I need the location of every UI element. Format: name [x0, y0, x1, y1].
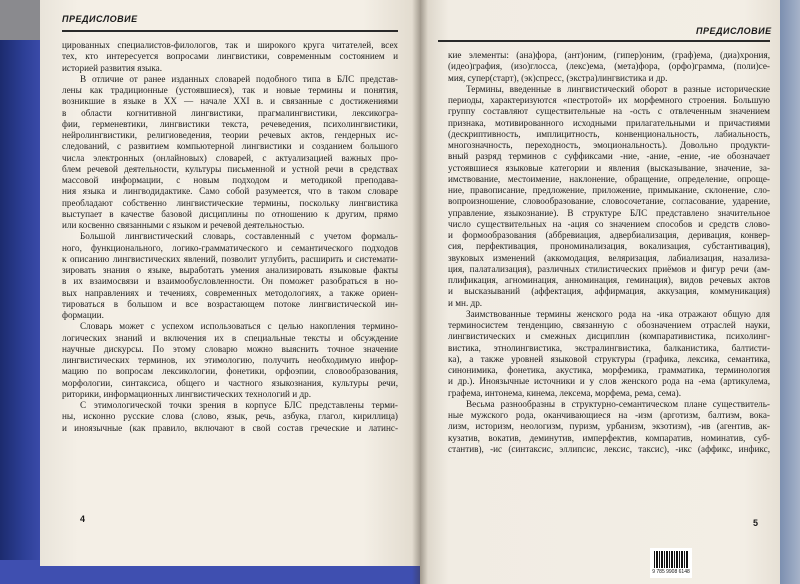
text-line: многозначность, переходность, эмоциональность). Довольно продукти-: [448, 140, 770, 150]
text-line: лингвистических терминов, их этимологию, получить необходимую инфор-: [62, 355, 398, 365]
text-line: зировать знания о языке, выработать умения анализировать языковые факты: [62, 265, 398, 275]
text-line: группу составляют существительные на -ость с отвлеченным значением: [448, 106, 770, 117]
text-line: следований, с развитием компьютерной лингвистики и созданием большого: [62, 141, 398, 152]
text-line: и др.). Иноязычные источники и у слов женского рода на -ема (артикулема,: [448, 376, 770, 387]
text-line: и высказываний (аффектация, аффирмация, аккузация, коммуникация): [448, 286, 770, 297]
text-line: (идео)графия, (изо)глосса, (лекс)ема, (мета)фора, (орфо)грамма, (поли)се-: [448, 61, 770, 72]
right-header-rule: [438, 40, 770, 42]
text-line: возникшие в языке в XX — начале XXI в. и связанные с достижениями: [62, 96, 398, 107]
text-line: сия, перфективация, прономинализация, вокализация, субстантивация),: [448, 241, 770, 252]
left-header-rule: [62, 30, 398, 32]
text-line: кие элементы: (ана)фора, (ант)оним, (гипер)оним, (граф)ема, (диа)хрония,: [448, 50, 770, 60]
text-line: стантив), -ис (синтаксис, эллипсис, лексис, таксис), -икс (аффикс, инфикс,: [448, 443, 770, 454]
text-line: Большой лингвистический словарь, составленный с учетом формаль-: [80, 231, 398, 242]
text-line: нейролингвистики, религиоведения, теории речевых актов, гендерных ис-: [62, 130, 398, 140]
text-line: звуковых изменений (аккомодация, веляризация, лабиализация, назализа-: [448, 252, 770, 263]
text-line: ция, палатализация), различных стилистических приёмов и фигур речи (ам-: [448, 263, 770, 274]
text-line: формации.: [62, 310, 104, 320]
text-line: к описанию лингвистических явлений, позволит углубить, расширить и системати-: [62, 253, 398, 264]
barcode-sticker: [650, 548, 692, 578]
text-line: Заимствованные термины женского рода на -ика отражают общую для: [466, 308, 770, 319]
text-line: научные дискурсы. По этому словарю можно выяснить точное значение: [62, 343, 398, 354]
text-line: имствование, местоимение, наклонение, обращение, определение, опроще-: [448, 173, 770, 184]
text-line: ны, исконно русские слова (слово, язык, речь, азбука, глагол, кириллица): [62, 411, 398, 422]
right-page: [420, 0, 780, 584]
text-line: ные мужского рода, оканчивающиеся на -изм (арготизм, балтизм, вока-: [448, 410, 770, 420]
left-page-text: [62, 40, 398, 434]
text-line: мия, супер(старт), (эк)спресс, (экстра)лингвистика и др.: [448, 72, 668, 83]
text-line: вный разряд терминов с суффиксами -ние, -ание, -ение, -ие обозначает: [448, 151, 770, 162]
barcode-number: 9 785 9908 6148: [652, 569, 690, 575]
book-gutter: [412, 0, 428, 584]
text-line: и формообразования (аббревиация, адвербиализация, деривация, конвер-: [448, 230, 770, 240]
text-line: признака, мотивированного исходными прилагательными и причастиями: [448, 117, 770, 128]
text-line: вистика, этнолингвистика, экстралингвистика, балканистика, балтисти-: [448, 342, 770, 353]
barcode-bars: [654, 551, 688, 568]
text-line: устоявшиеся языковые категории и явления (высказывание, значение, за-: [448, 162, 770, 173]
text-line: морфологии, синтаксиса, общего и частного языкознания, культуры речи,: [62, 377, 398, 388]
text-line: в области когнитивной лингвистики, прагмалингвистики, лексикогра-: [62, 107, 398, 118]
text-line: тех, кто интересуется вопросами лингвистики, современным состоянием и: [62, 51, 398, 62]
left-page-number: 4: [80, 514, 86, 524]
text-line: плификация, агноминация, анноминация, геминация), видов речевых актов: [448, 275, 770, 285]
text-line: массовой информации, с новым подходом и методикой преподава-: [62, 175, 398, 185]
text-line: блем речевой деятельности, культуры письменной и устной речи в средствах: [62, 163, 398, 174]
text-line: или косвенно связанными с языком и речевой деятельностью.: [62, 220, 305, 230]
text-line: в их взаимосвязи и взаимообусловленности. Он поможет разобраться в но-: [62, 276, 398, 287]
text-line: вых направлениях и течениях, современных методологиях, а также ориен-: [62, 287, 398, 298]
text-line: С этимологической точки зрения в корпусе БЛС представлены терми-: [80, 400, 398, 410]
book-cover-right: [780, 0, 800, 584]
text-line: В отличие от ранее изданных словарей подобного типа в БЛС представ-: [80, 73, 398, 84]
text-line: ние, правописание, предложение, приложение, примыкание, склонение, сло-: [448, 185, 770, 195]
text-line: выступает в качестве базовой дисциплины по отношению к другим, прямо: [62, 208, 398, 219]
text-line: синонимика, фонетика, акустика, морфемика, грамматика, терминология: [448, 365, 770, 375]
text-line: ка), а также уровней языковой структуры (графика, лексика, семантика,: [448, 353, 770, 364]
text-line: логических знаний и включения их в специальные тексты и обсуждение: [62, 332, 398, 343]
text-line: кузатив, вокатив, деминутив, имперфектив, компаратив, номинатив, суб-: [448, 432, 770, 443]
text-line: лизм, историзм, неологизм, пуризм, урбанизм, экзотизм), -ив (агентив, ак-: [448, 421, 770, 432]
text-line: вопроизношение, словообразование, словосочетание, согласование, ударение,: [448, 196, 770, 207]
book-cover-left: [0, 40, 40, 584]
text-line: графема, интонема, кинема, лексема, морфема, рема, сема).: [448, 387, 682, 398]
text-line: (дескриптивность, имплицитность, конвенциональность, лабиальность,: [448, 128, 770, 139]
text-line: числа электронных (онлайновых) словарей, с актуализацией важных про-: [62, 152, 398, 163]
text-line: преобладают собственно лингвистические термины, поскольку лингвистика: [62, 197, 398, 208]
text-line: риторики, информационных лингвистических технологий и др.: [62, 388, 312, 399]
text-line: фии, герменевтики, лингвистики текста, речеведения, психолингвистики,: [62, 118, 398, 129]
text-line: и мн. др.: [448, 297, 483, 308]
text-line: мацию по вопросам лексикологии, фонетики, орфоэпии, словообразования,: [62, 366, 398, 377]
text-line: терминосистем тенденцию, связанную с обозначением отраслей науки,: [448, 320, 770, 330]
text-line: цированных специалистов-филологов, так и широкого круга читателей, всех: [62, 40, 398, 50]
text-line: управление, языкознание). В структуре БЛС представлено значительное: [448, 207, 770, 218]
text-line: лингвистических и смежных дисциплин (компаративистика, психолинг-: [448, 331, 770, 342]
text-line: Весьма разнообразны в структурно-семантическом плане существитель-: [466, 398, 770, 409]
text-line: Словарь может с успехом использоваться с целью накопления термино-: [80, 321, 398, 332]
right-page-number: 5: [753, 518, 759, 528]
left-running-head: ПРЕДИСЛОВИЕ: [62, 14, 138, 24]
text-line: историей развития языка.: [62, 62, 163, 73]
text-line: Термины, введенные в лингвистический оборот в разные исторические: [466, 83, 770, 94]
text-line: ния языка и лингводидактике. Само собой разумеется, что в таком словаре: [62, 186, 398, 197]
text-line: периоды, характеризуются «пестротой» их морфемного строения. Большую: [448, 95, 770, 105]
right-running-head: ПРЕДИСЛОВИЕ: [696, 26, 772, 36]
text-line: тироваться в большом и все возрастающем потоке лингвистической ин-: [62, 298, 398, 309]
text-line: лены как традиционные (устоявшиеся), так и новые термины и понятия,: [62, 85, 398, 95]
text-line: ного, функционального, логико-грамматического и семантического подходов: [62, 242, 398, 253]
right-page-text: [448, 50, 770, 455]
left-page: [40, 0, 420, 566]
text-line: число существительных на -ация со значением способов и средств слово-: [448, 218, 770, 229]
text-line: и иноязычные (как правило, включают в свой состав греческие и латинс-: [62, 422, 398, 433]
